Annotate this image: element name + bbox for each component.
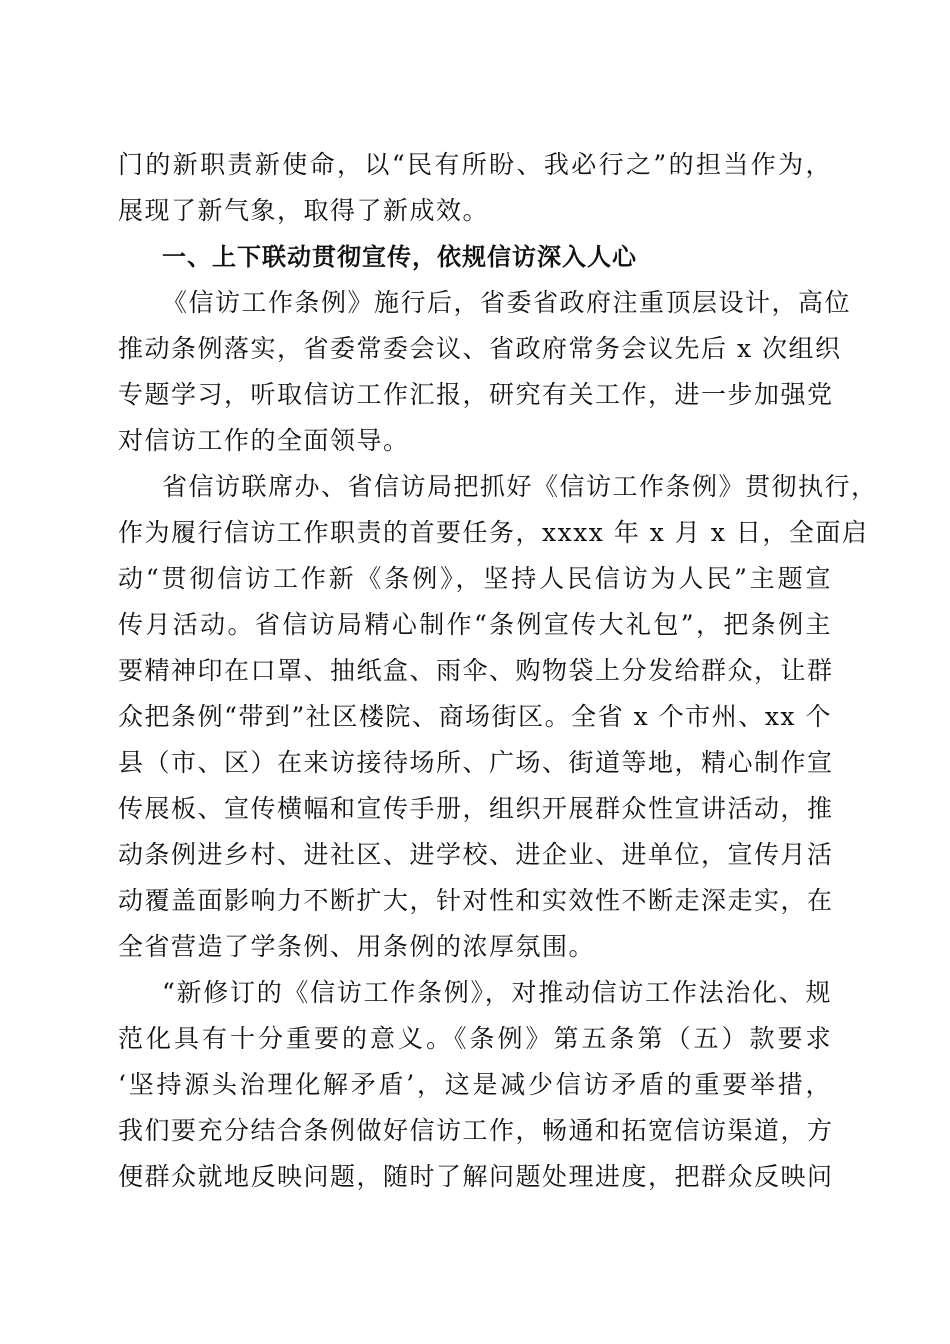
paragraph-line: 《信访工作条例》施行后，省委省政府注重顶层设计，高位: [162, 288, 852, 317]
paragraph-line: 要精神印在口罩、抽纸盒、雨伞、购物袋上分发给群众，让群: [118, 656, 834, 685]
paragraph-line: 传展板、宣传横幅和宣传手册，组织开展群众性宣讲活动，推: [118, 794, 834, 823]
paragraph-line: 作为履行信访工作职责的首要任务，xxxx 年 x 月 x 日，全面启: [118, 518, 869, 547]
paragraph-line: 全省营造了学条例、用条例的浓厚氛围。: [118, 932, 596, 961]
paragraph-line: 对信访工作的全面领导。: [118, 426, 410, 455]
paragraph-line: ‘坚持源头治理化解矛盾’，这是减少信访矛盾的重要举措，: [118, 1070, 832, 1099]
paragraph-line: 我们要充分结合条例做好信访工作，畅通和拓宽信访渠道，方: [118, 1116, 834, 1145]
paragraph-line: 专题学习，听取信访工作汇报，研究有关工作，进一步加强党: [118, 380, 834, 409]
paragraph-line: 门的新职责新使命，以“民有所盼、我必行之”的担当作为，: [118, 150, 832, 179]
paragraph-line: 动条例进乡村、进社区、进学校、进企业、进单位，宣传月活: [118, 840, 834, 869]
document-body: [118, 142, 878, 1200]
section-heading: 一、上下联动贯彻宣传，依规信访深入人心: [162, 243, 637, 271]
paragraph-line: “新修订的《信访工作条例》，对推动信访工作法治化、规: [162, 978, 832, 1007]
paragraph-line: 省信访联席办、省信访局把抓好《信访工作条例》贯彻执行，: [162, 472, 878, 501]
paragraph-line: 便群众就地反映问题，随时了解问题处理进度，把群众反映问: [118, 1162, 834, 1191]
paragraph-line: 众把条例“带到”社区楼院、商场街区。全省 x 个市州、xx 个: [118, 702, 832, 731]
paragraph-line: 传月活动。省信访局精心制作“条例宣传大礼包”，把条例主: [118, 610, 832, 639]
paragraph-line: 县（市、区）在来访接待场所、广场、街道等地，精心制作宣: [118, 748, 834, 777]
paragraph-line: 展现了新气象，取得了新成效。: [118, 196, 490, 225]
paragraph-line: 动覆盖面影响力不断扩大，针对性和实效性不断走深走实，在: [118, 886, 834, 915]
paragraph-line: 动“贯彻信访工作新《条例》，坚持人民信访为人民”主题宣: [118, 564, 832, 593]
paragraph-line: 范化具有十分重要的意义。《条例》第五条第（五）款要求: [118, 1024, 832, 1053]
paragraph-line: 推动条例落实，省委常委会议、省政府常务会议先后 x 次组织: [118, 334, 842, 363]
